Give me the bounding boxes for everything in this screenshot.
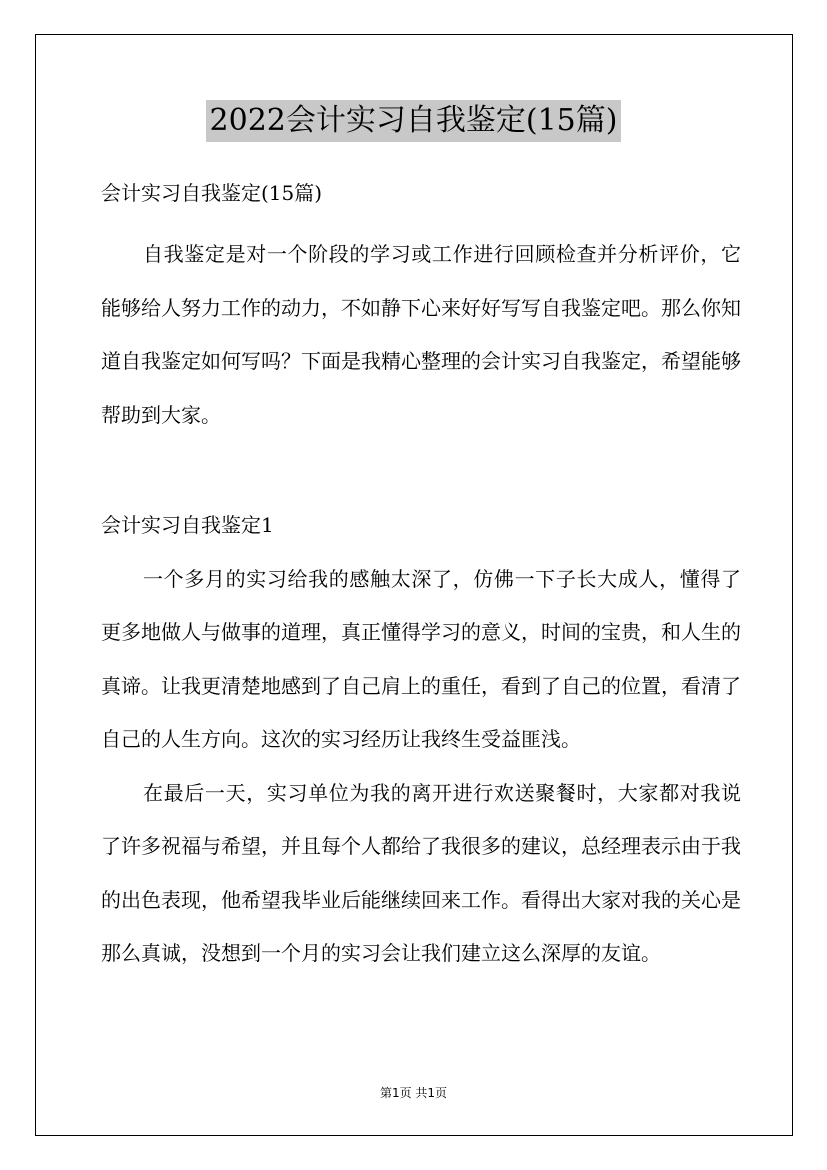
document-title: 2022会计实习自我鉴定(15篇) [206, 100, 622, 142]
intro-paragraph: 自我鉴定是对一个阶段的学习或工作进行回顾检查并分析评价，它能够给人努力工作的动力，不如静下心来好好写写自我鉴定吧。那么你知道自我鉴定如何写吗？下面是我精心整理的会计实习自我鉴定，希望能够帮助到大家。 [101, 242, 741, 427]
document-subtitle: 会计实习自我鉴定(15篇) [101, 181, 323, 205]
body-paragraph-2: 在最后一天，实习单位为我的离开进行欢送聚餐时，大家都对我说了许多祝福与希望，并且每个人都给了我很多的建议，总经理表示由于我的出色表现，他希望我毕业后能继续回来工作。看得出大家对我的关心是那么真诚，没想到一个月的实习会让我们建立这么深厚的友谊。 [101, 780, 741, 965]
section-heading: 会计实习自我鉴定1 [101, 513, 274, 537]
body-paragraph-1: 一个多月的实习给我的感触太深了，仿佛一下子长大成人，懂得了更多地做人与做事的道理，真正懂得学习的意义，时间的宝贵，和人生的真谛。让我更清楚地感到了自己肩上的重任，看到了自己的位置，看清了自己的人生方向。这次的实习经历让我终生受益匪浅。 [101, 566, 741, 751]
document-body [101, 178, 741, 981]
title-wrapper [0, 100, 827, 142]
page-footer: 第1页 共1页 [379, 1086, 448, 1100]
